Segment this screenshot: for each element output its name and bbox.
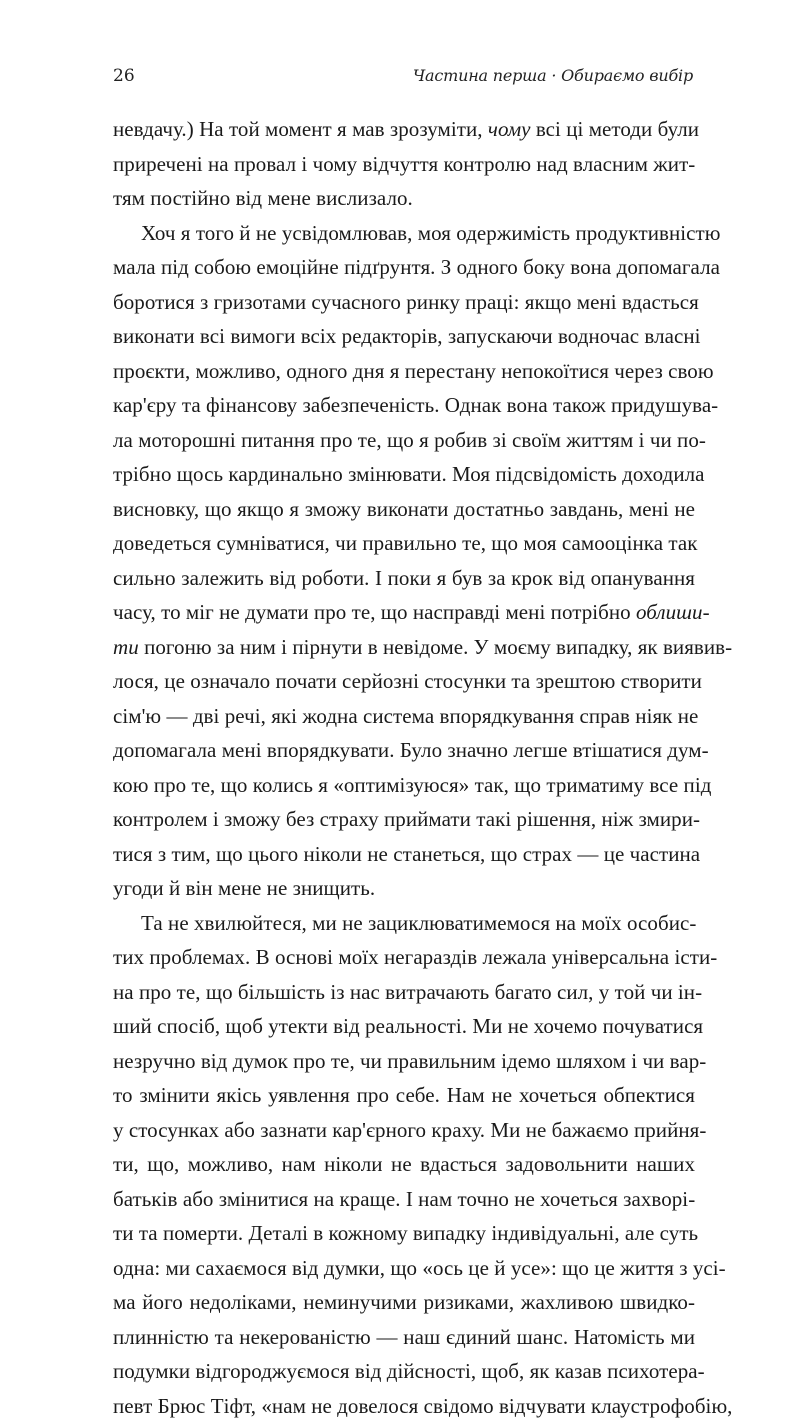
text-line: контролем і зможу без страху приймати такі рішення, ніж змири- [113, 802, 695, 837]
text-line: тих проблемах. В основі моїх негараздів лежала універсальна істи- [113, 940, 695, 975]
text-line: угоди й він мене не знищить. [113, 871, 695, 906]
page-number: 26 [113, 66, 135, 86]
text-line: сім'ю — дві речі, які жодна система впорядкування справ ніяк не [113, 699, 695, 734]
emphasis: облиши- [636, 600, 710, 624]
running-head [113, 66, 693, 92]
text-line: мала під собою емоційне підґрунтя. З одного боку вона допомагала [113, 250, 695, 285]
text-line: ти та померти. Деталі в кожному випадку індивідуальні, але суть [113, 1216, 695, 1251]
text-line: сильно залежить від роботи. І поки я був за крок від опанування [113, 561, 695, 596]
text-line: ший спосіб, щоб утекти від реальності. Ми не хочемо почуватися [113, 1009, 695, 1044]
text-line: батьків або змінитися на краще. І нам точно не хочеться захворі- [113, 1182, 695, 1217]
emphasis: чому [488, 117, 531, 141]
text-line: Та не хвилюйтеся, ми не зациклюватимемося на моїх особис- [113, 906, 695, 941]
text-line: лося, це означало почати серйозні стосунки та зрештою створити [113, 664, 695, 699]
text-line: тям постійно від мене вислизало. [113, 181, 695, 216]
text-line: боротися з гризотами сучасного ринку праці: якщо мені вдасться [113, 285, 695, 320]
text-line: висновку, що якщо я зможу виконати достатньо завдань, мені не [113, 492, 695, 527]
text-line: тися з тим, що цього ніколи не станеться, що страх — це частина [113, 837, 695, 872]
text-line: у стосунках або зазнати кар'єрного краху. Ми не бажаємо прийня- [113, 1113, 695, 1148]
text-line: плинністю та некерованістю — наш єдиний шанс. Натомість ми [113, 1320, 695, 1355]
text-line: на про те, що більшість із нас витрачають багато сил, у той чи ін- [113, 975, 695, 1010]
text-line: виконати всі вимоги всіх редакторів, запускаючи водночас власні [113, 319, 695, 354]
body-text [113, 112, 695, 1423]
text-line: невдачу.) На той момент я мав зрозуміти, чому всі ці методи були [113, 112, 695, 147]
text-line: одна: ми сахаємося від думки, що «ось це й усе»: що це життя з усі- [113, 1251, 695, 1286]
text-line: певт Брюс Тіфт, «нам не довелося свідомо відчувати клаустрофобію, [113, 1389, 695, 1423]
text-line: Хоч я того й не усвідомлював, моя одержимість продуктивністю [113, 216, 695, 251]
text-line: кою про те, що колись я «оптимізуюся» так, що триматиму все під [113, 768, 695, 803]
text-line: допомагала мені впорядкувати. Було значно легше втішатися дум- [113, 733, 695, 768]
text-line: кар'єру та фінансову забезпеченість. Однак вона також придушува- [113, 388, 695, 423]
text-line: ла моторошні питання про те, що я робив зі своїм життям і чи по- [113, 423, 695, 458]
text-line: доведеться сумніватися, чи правильно те, що моя самооцінка так [113, 526, 695, 561]
text-line: подумки відгороджуємося від дійсності, щоб, як казав психотера- [113, 1354, 695, 1389]
text-line: приречені на провал і чому відчуття контролю над власним жит- [113, 147, 695, 182]
text-line: ти, що, можливо, нам ніколи не вдасться задовольнити наших [113, 1147, 695, 1182]
text-line: часу, то міг не думати про те, що насправді мені потрібно облиши- [113, 595, 695, 630]
text-line: ма його недоліками, неминучими ризиками, жахливою швидко- [113, 1285, 695, 1320]
text-line: проєкти, можливо, одного дня я перестану непокоїтися через свою [113, 354, 695, 389]
text-line: незручно від думок про те, чи правильним ідемо шляхом і чи вар- [113, 1044, 695, 1079]
text-line: трібно щось кардинально змінювати. Моя підсвідомість доходила [113, 457, 695, 492]
emphasis: ти [113, 635, 139, 659]
section-title: Частина перша · Обираємо вибір [413, 66, 693, 85]
text-line: то змінити якісь уявлення про себе. Нам не хочеться обпектися [113, 1078, 695, 1113]
text-line: ти погоню за ним і пірнути в невідоме. У моєму випадку, як виявив- [113, 630, 695, 665]
